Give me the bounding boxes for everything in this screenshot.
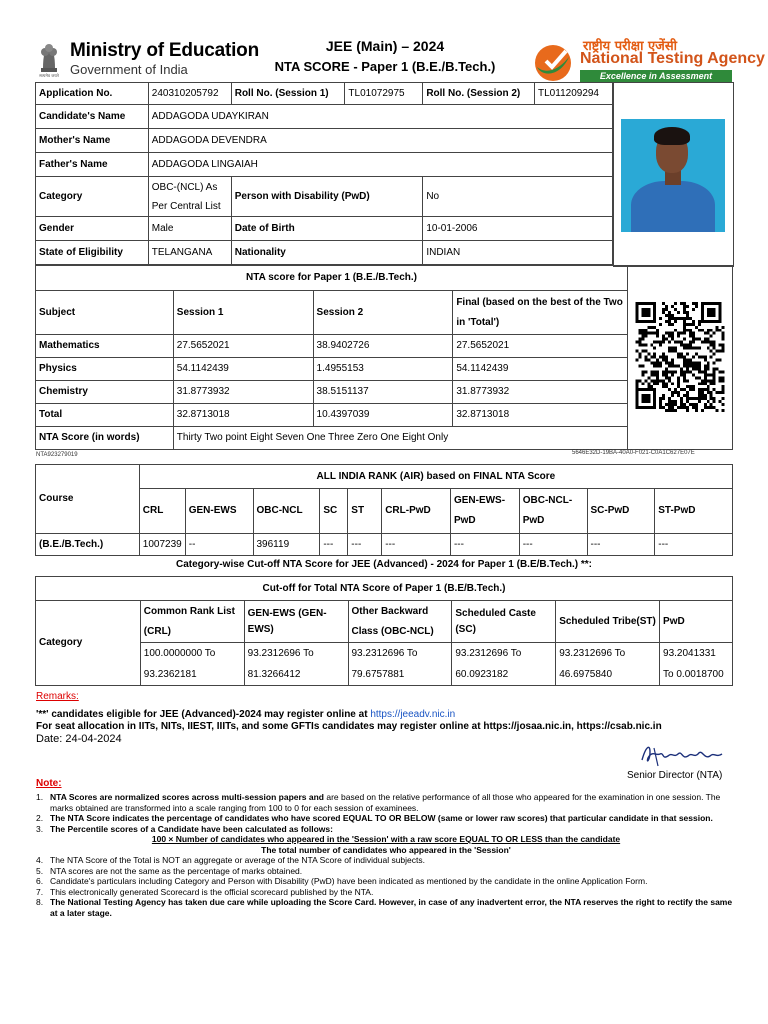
rank-value: ---: [320, 534, 348, 556]
remarks-line1: [36, 709, 455, 720]
note-text: are based on the relative performance of all those who appeared for the examination in one session. The marks obtained are transformed into a scale ranging from 100 to 0 for each session of examinees.: [50, 792, 721, 813]
list-item: [36, 897, 736, 918]
table-row: [36, 404, 628, 427]
score-words-value: Thirty Two point Eight Seven One Three Zero One Eight Only: [173, 427, 627, 450]
photo-cell: [613, 82, 734, 267]
candidate-details-table: [35, 82, 613, 265]
barcode-ref-left: NTA923279019: [36, 452, 78, 458]
gender-label: Gender: [36, 217, 149, 241]
nta-score-table: [35, 265, 628, 450]
note-number: 3.: [36, 823, 44, 834]
percentile-formula: [36, 834, 736, 855]
cutoff-value-line: 46.6975840: [559, 669, 613, 680]
cutoff-header-crl: [140, 601, 244, 643]
application-no-value: 240310205792: [148, 83, 231, 105]
note-text: The NTA Score of the Total is NOT an aggregate or average of the NTA Score of individual subjects.: [50, 855, 425, 865]
cutoff-value: [140, 643, 244, 686]
rank-header-st-pwd: ST-PwD: [655, 489, 733, 534]
rank-value: ---: [348, 534, 382, 556]
rank-value: 1007239: [139, 534, 185, 556]
candidate-name-label: Candidate's Name: [36, 105, 149, 129]
score-header-session1: Session 1: [173, 291, 313, 335]
signature-image: [636, 738, 732, 772]
session2-score: 10.4397039: [313, 404, 453, 427]
nta-hindi-name: राष्ट्रीय परीक्षा एजेंसी: [583, 39, 677, 54]
cutoff-table-title: Cut-off for Total NTA Score of Paper 1 (B.E/B.Tech.): [36, 577, 733, 601]
rank-header-sc-pwd: SC-PwD: [587, 489, 655, 534]
dob-label: Date of Birth: [231, 217, 423, 241]
category-value: [148, 177, 231, 217]
table-row: [36, 358, 628, 381]
rank-value-row: [36, 534, 733, 556]
cutoff-value-line: 60.0923182: [455, 669, 509, 680]
rank-header-crl-pwd: CRL-PwD: [382, 489, 451, 534]
notes-list: [36, 792, 736, 918]
session2-score: 1.4955153: [313, 358, 453, 381]
note-bold: The National Testing Agency has taken due care while uploading the Score Card. However, in case of any inadvertent error, the NTA reserves the right to rectify the same at a later stage.: [50, 897, 733, 918]
list-item: [36, 866, 736, 877]
cutoff-header-line: Class (OBC-NCL): [351, 625, 434, 637]
remarks-line1-text: '**' candidates eligible for JEE (Advanced)-2024 may register online at: [36, 709, 371, 720]
session1-score: 27.5652021: [173, 335, 313, 358]
score-header-final: [453, 291, 628, 335]
final-score: 32.8713018: [453, 404, 628, 427]
rank-value: ---: [382, 534, 451, 556]
list-item: [36, 792, 736, 813]
cutoff-caption: Category-wise Cut-off NTA Score for JEE (Advanced) - 2024 for Paper 1 (B.E/B.Tech.) **:: [175, 559, 592, 570]
note-label: Note:: [36, 778, 62, 789]
score-header-subject: Subject: [36, 291, 174, 335]
cutoff-value-line: 93.2312696 To: [559, 648, 626, 659]
nta-logo-icon: [532, 43, 574, 83]
ministry-title: Ministry of Education: [70, 40, 259, 61]
score-header-session2: Session 2: [313, 291, 453, 335]
cutoff-value-line: 79.6757881: [351, 669, 405, 680]
note-number: 1.: [36, 792, 44, 802]
list-item: [36, 855, 736, 866]
list-item: [36, 887, 736, 898]
remarks-line2: For seat allocation in IITs, NITs, IIEST, IIITs, and some GFTIs candidates may register online at https://josaa.nic.in, https://csab.nic.in: [36, 721, 662, 732]
rank-header-gen-ews: GEN-EWS: [185, 489, 253, 534]
roll2-label: Roll No. (Session 2): [423, 83, 535, 105]
table-row: [36, 335, 628, 358]
note-bold: The NTA Score indicates the percentage of candidates who have scored EQUAL TO OR BELOW (same or lower raw scores) that particular candidate in that session.: [50, 813, 713, 823]
rank-value: 396119: [253, 534, 320, 556]
cutoff-header-pwd: PwD: [660, 601, 733, 643]
note-text: This electronically generated Scorecard is the official scorecard published by the NTA.: [50, 886, 374, 897]
cutoff-header-line: Common Rank List: [143, 605, 235, 617]
cutoff-header-st: Scheduled Tribe(ST): [556, 601, 660, 643]
note-number: 7.: [36, 886, 44, 897]
final-score: 54.1142439: [453, 358, 628, 381]
session1-score: 32.8713018: [173, 404, 313, 427]
cutoff-value-line: 93.2362181: [143, 669, 197, 680]
signatory-title: Senior Director (NTA): [627, 770, 723, 781]
state-label: State of Eligibility: [36, 241, 149, 265]
score-header-final-line2: in 'Total'): [456, 316, 500, 328]
cutoff-value-row: [36, 643, 733, 686]
cutoff-table: [35, 576, 733, 686]
score-words-label: NTA Score (in words): [36, 427, 174, 450]
emblem-motto: सत्यमेव जयते: [39, 73, 59, 78]
application-no-label: Application No.: [36, 83, 149, 105]
nationality-value: INDIAN: [423, 241, 613, 265]
cutoff-header-sc: Scheduled Caste (SC): [452, 601, 556, 643]
cutoff-value: [556, 643, 660, 686]
nta-tagline: Excellence in Assessment: [580, 70, 732, 82]
page-header: [0, 0, 768, 84]
cutoff-value-line: 93.2312696 To: [455, 648, 522, 659]
rank-header-st: ST: [348, 489, 382, 534]
note-text: Candidate's particulars including Category and Person with Disability (PwD) have been indicated as mentioned by the candidate in the online Application Form.: [50, 876, 648, 886]
table-row: [36, 381, 628, 404]
category-line2: Per Central List: [151, 200, 221, 212]
cutoff-header-line: (CRL): [143, 625, 172, 637]
note-number: 8.: [36, 897, 44, 907]
rank-header-obc-ncl: OBC-NCL: [253, 489, 320, 534]
session1-score: 54.1142439: [173, 358, 313, 381]
formula-numerator: 100 × Number of candidates who appeared in the 'Session' with a raw score EQUAL TO OR LESS than the candidate: [151, 834, 621, 844]
cutoff-value-line: 93.2312696 To: [247, 648, 314, 659]
rank-header-sc: SC: [320, 489, 348, 534]
session2-score: 38.9402726: [313, 335, 453, 358]
course-label: Course: [36, 465, 140, 534]
rank-value: --: [185, 534, 253, 556]
score-table-title: NTA score for Paper 1 (B.E./B.Tech.): [36, 266, 628, 291]
rank-value: ---: [587, 534, 655, 556]
note-number: 2.: [36, 813, 44, 823]
remarks-label: Remarks:: [36, 691, 79, 702]
national-emblem-icon: [37, 38, 61, 78]
government-subtitle: Government of India: [70, 62, 188, 77]
final-score: 31.8773932: [453, 381, 628, 404]
father-name-value: ADDAGODA LINGAIAH: [148, 153, 612, 177]
subject-name: Chemistry: [36, 381, 174, 404]
state-value: TELANGANA: [148, 241, 231, 265]
final-score: 27.5652021: [453, 335, 628, 358]
exam-title-block: [255, 38, 515, 74]
nta-english-name: National Testing Agency: [580, 50, 765, 67]
cutoff-value-line: 100.0000000 To: [143, 648, 216, 659]
cutoff-value-line: To 0.0018700: [663, 669, 724, 680]
qr-code-icon: [635, 302, 725, 412]
cutoff-value-line: 93.2041331: [663, 648, 716, 659]
category-label: Category: [36, 177, 149, 217]
session1-score: 31.8773932: [173, 381, 313, 404]
exam-title: JEE (Main) – 2024: [325, 38, 445, 54]
category-line1: OBC-(NCL) As: [151, 181, 218, 193]
qr-cell: [627, 265, 733, 450]
cutoff-value-line: 81.3266412: [247, 669, 301, 680]
cutoff-value-line: 93.2312696 To: [351, 648, 418, 659]
subject-name: Total: [36, 404, 174, 427]
note-text: NTA scores are not the same as the percentage of marks obtained.: [50, 865, 303, 876]
rank-value: ---: [655, 534, 733, 556]
rank-header-row: [36, 489, 733, 534]
cutoff-value: [244, 643, 348, 686]
rank-value: ---: [519, 534, 587, 556]
candidate-name-value: ADDAGODA UDAYKIRAN: [148, 105, 612, 129]
note-number: 5.: [36, 865, 44, 876]
course-value: (B.E./B.Tech.): [36, 534, 140, 556]
roll2-value: TL011209294: [535, 83, 613, 105]
rank-header-line: PwD: [522, 515, 545, 526]
rank-table-title: ALL INDIA RANK (AIR) based on FINAL NTA Score: [139, 465, 732, 489]
rank-header-line: OBC-NCL-: [522, 495, 573, 506]
father-name-label: Father's Name: [36, 153, 149, 177]
rank-value: ---: [450, 534, 519, 556]
score-title: NTA SCORE - Paper 1 (B.E./B.Tech.): [274, 59, 496, 74]
jeeadv-link[interactable]: https://jeeadv.nic.in: [370, 709, 456, 720]
issue-date: Date: 24-04-2024: [36, 733, 122, 745]
note-bold: NTA Scores are normalized scores across multi-session papers and: [50, 792, 324, 802]
note-number: 4.: [36, 855, 44, 865]
cutoff-value: [348, 643, 452, 686]
cutoff-header-gen-ews: GEN-EWS (GEN-EWS): [244, 601, 348, 643]
subject-name: Physics: [36, 358, 174, 381]
nationality-label: Nationality: [231, 241, 423, 265]
pwd-value: No: [423, 177, 613, 217]
rank-header-line: GEN-EWS-: [453, 495, 506, 506]
rank-header-crl: CRL: [139, 489, 185, 534]
cutoff-header-obc-ncl: [348, 601, 452, 643]
rank-header-obc-ncl-pwd: [519, 489, 587, 534]
mother-name-label: Mother's Name: [36, 129, 149, 153]
rank-header-gen-ews-pwd: [450, 489, 519, 534]
cutoff-value: [452, 643, 556, 686]
pwd-label: Person with Disability (PwD): [231, 177, 423, 217]
cutoff-header-line: Other Backward: [351, 605, 429, 617]
list-item: [36, 813, 736, 824]
note-bold: The Percentile scores of a Candidate have been calculated as follows:: [50, 823, 333, 834]
score-header-final-line1: Final (based on the best of the Two: [456, 296, 623, 308]
list-item: [36, 876, 736, 887]
list-item: [36, 824, 736, 835]
roll1-label: Roll No. (Session 1): [231, 83, 345, 105]
candidate-photo: [621, 119, 725, 232]
rank-header-line: PwD: [453, 515, 476, 526]
gender-value: Male: [148, 217, 231, 241]
formula-denominator: The total number of candidates who appeared in the 'Session': [261, 844, 511, 855]
mother-name-value: ADDAGODA DEVENDRA: [148, 129, 612, 153]
cutoff-value: [660, 643, 733, 686]
roll1-value: TL01072975: [345, 83, 423, 105]
cutoff-category-label: Category: [36, 601, 141, 686]
dob-value: 10-01-2006: [423, 217, 613, 241]
barcode-ref-right: 5646E32D-19BA-40A0-F021-C0A1C627E07E: [572, 450, 695, 456]
subject-name: Mathematics: [36, 335, 174, 358]
note-number: 6.: [36, 876, 44, 886]
session2-score: 38.5151137: [313, 381, 453, 404]
rank-table: [35, 464, 733, 556]
